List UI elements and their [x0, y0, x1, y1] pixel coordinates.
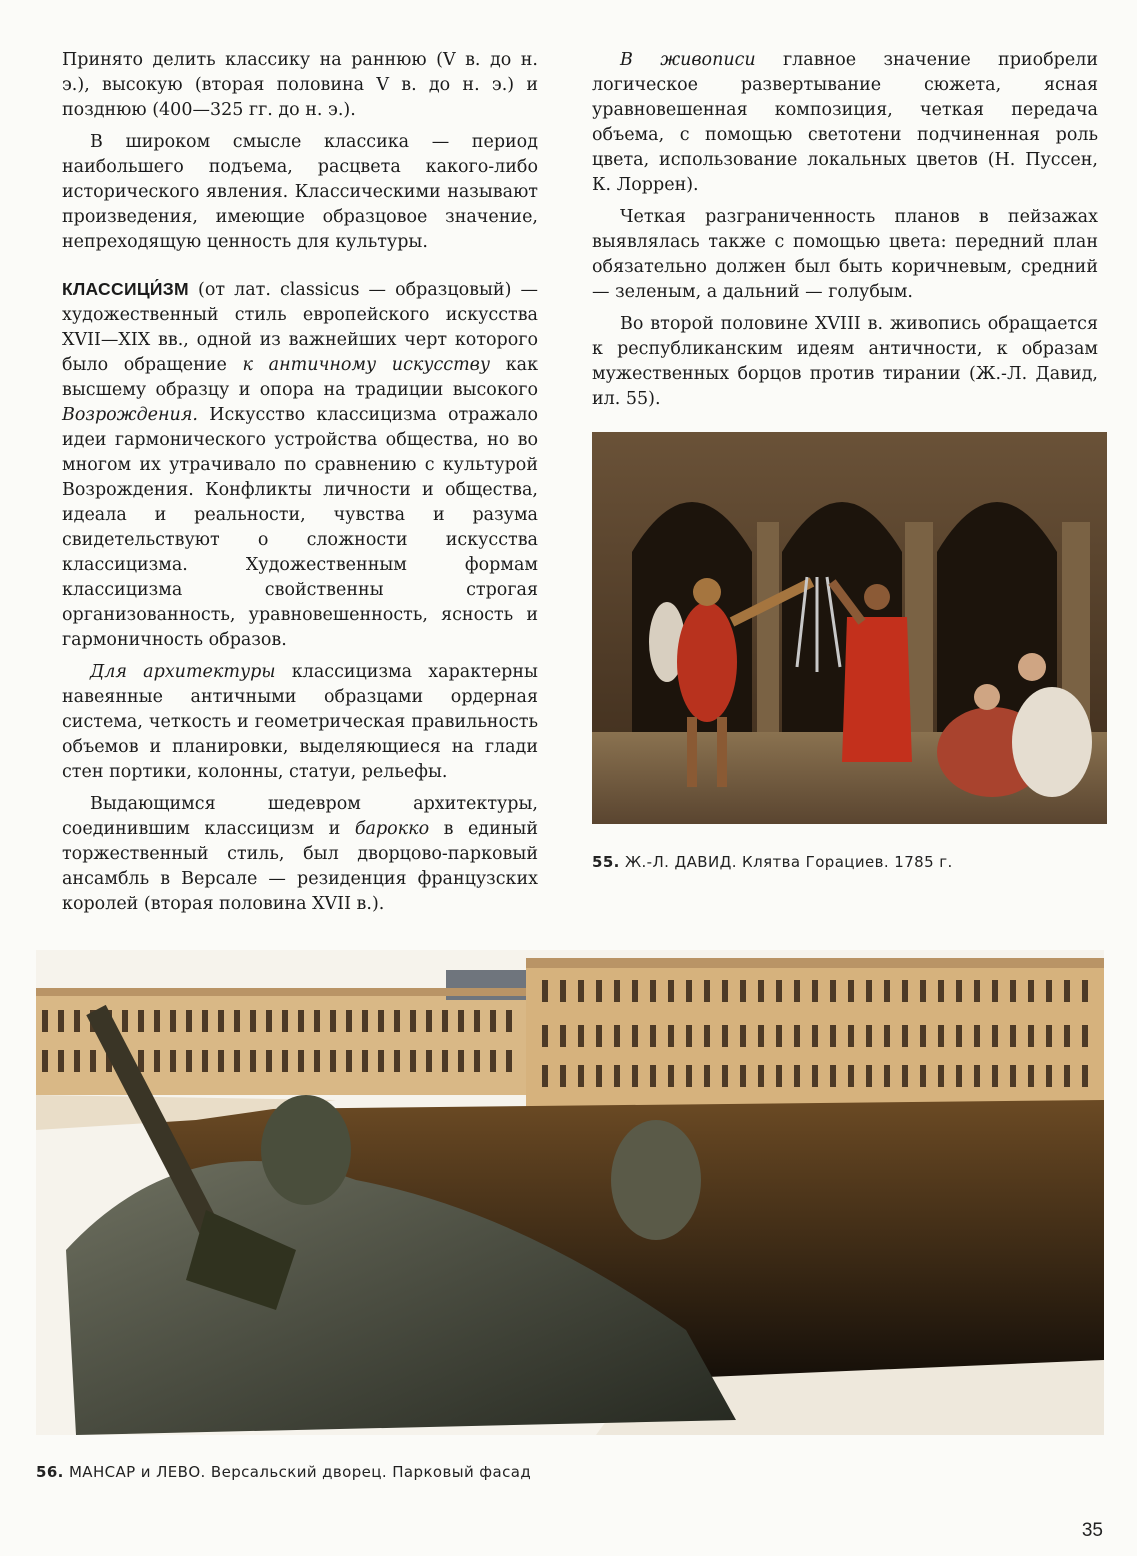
window — [866, 1025, 872, 1047]
paragraph-classics-periods: Принято делить классику на раннюю (V в. до н. э.), высокую (вторая половина V в. до н. э.) и позднюю (400—325 гг. до н. э.). — [62, 50, 538, 120]
window — [740, 980, 746, 1002]
window — [560, 1065, 566, 1087]
window — [866, 1065, 872, 1087]
window — [560, 1025, 566, 1047]
window — [938, 1065, 944, 1087]
text-run: главное значение приобрели логическое развертывание сюжета, ясная уравновешенная композиция, четкая передача объема, с помощью светотени подчиненная роль цвета, использование локальных цветов (Н. Пуссен, К. Лоррен). — [592, 50, 1098, 195]
window — [1028, 980, 1034, 1002]
window — [314, 1010, 320, 1032]
window — [186, 1050, 192, 1072]
window — [138, 1010, 144, 1032]
window — [426, 1050, 432, 1072]
figure-number: 56. — [36, 1463, 64, 1481]
window — [632, 1025, 638, 1047]
window — [542, 980, 548, 1002]
window — [362, 1010, 368, 1032]
window — [758, 1065, 764, 1087]
window — [848, 1065, 854, 1087]
window — [330, 1050, 336, 1072]
window — [1064, 1025, 1070, 1047]
window — [974, 1025, 980, 1047]
window — [1028, 1065, 1034, 1087]
window — [346, 1010, 352, 1032]
window — [992, 980, 998, 1002]
window — [426, 1010, 432, 1032]
window — [866, 980, 872, 1002]
window — [650, 1025, 656, 1047]
text-run: как высшему образцу и опора на традиции высокого — [62, 355, 539, 400]
window — [830, 980, 836, 1002]
paragraph-painting — [592, 48, 1098, 198]
figure-number: 55. — [592, 853, 620, 871]
window — [1082, 980, 1088, 1002]
window — [794, 1025, 800, 1047]
window — [992, 1065, 998, 1087]
window — [1082, 1065, 1088, 1087]
window — [154, 1010, 160, 1032]
window — [506, 1050, 512, 1072]
paragraph-classics-broad: В широком смысле классика — период наибольшего подъема, расцвета какого-либо исторического явления. Классическими называют произведения, имеющие образцовое значение, непреходящую ценность для культуры. — [62, 132, 538, 252]
text-run: в единый торжественный стиль, был дворцово-парковый ансамбль в Версале — резиденция французских королей (вторая половина XVII в.). — [62, 819, 539, 914]
right-column — [592, 48, 1098, 419]
window — [506, 1010, 512, 1032]
window — [758, 980, 764, 1002]
window — [848, 980, 854, 1002]
window — [992, 1025, 998, 1047]
window — [668, 1065, 674, 1087]
window — [90, 1050, 96, 1072]
text-run: классицизма характерны навеянные античными образцами ордерная система, четкость и геометрическая правильность объемов и планировки, выделяющиеся на глади стен портики, колонны, статуи, рельефы. — [62, 662, 538, 782]
window — [442, 1010, 448, 1032]
window — [902, 1025, 908, 1047]
window — [74, 1010, 80, 1032]
window — [956, 980, 962, 1002]
left-column — [62, 48, 538, 924]
window — [956, 1065, 962, 1087]
window — [668, 980, 674, 1002]
text-run: (от лат. classicus — образцовый) — художественный стиль европейского искусства XVII—XIX вв., одной из важнейших черт которого было обращение — [62, 280, 538, 375]
window — [490, 1010, 496, 1032]
window — [794, 1065, 800, 1087]
caption-text: МАНСАР и ЛЕВО. Версальский дворец. Парковый фасад — [63, 1463, 532, 1481]
painting-oath-of-horatii — [592, 432, 1107, 824]
window — [848, 1025, 854, 1047]
paragraph-versailles — [62, 792, 538, 917]
window — [346, 1050, 352, 1072]
window — [686, 1065, 692, 1087]
window — [266, 1050, 272, 1072]
window — [578, 980, 584, 1002]
window — [578, 1025, 584, 1047]
window — [830, 1025, 836, 1047]
window — [596, 980, 602, 1002]
window — [974, 980, 980, 1002]
window — [902, 980, 908, 1002]
window — [542, 1065, 548, 1087]
window — [614, 980, 620, 1002]
window — [938, 980, 944, 1002]
text-run: Выдающимся шедевром архитектуры, соединившим классицизм и — [62, 794, 538, 839]
window — [722, 1065, 728, 1087]
window — [362, 1050, 368, 1072]
window — [632, 980, 638, 1002]
window — [1046, 1025, 1052, 1047]
italic-run: В живописи — [620, 50, 756, 70]
window — [234, 1050, 240, 1072]
window — [250, 1010, 256, 1032]
window — [920, 1025, 926, 1047]
window — [442, 1050, 448, 1072]
window — [722, 1025, 728, 1047]
window — [314, 1050, 320, 1072]
window — [298, 1010, 304, 1032]
window — [202, 1050, 208, 1072]
window — [330, 1010, 336, 1032]
window — [282, 1050, 288, 1072]
window — [560, 980, 566, 1002]
window — [74, 1050, 80, 1072]
window — [138, 1050, 144, 1072]
window — [632, 1065, 638, 1087]
text-run: Искусство классицизма отражало идеи гармонического устройства общества, но во многом их утрачивало по сравнению с культурой Возрождения. Конфликты личности и общества, идеала и реальности, чувства и разума свидетельствуют о сложности искусства классицизма. Художественным формам классицизма свойственны строгая организованность, уравновешенность, ясность и гармоничность образов. — [62, 405, 538, 650]
window — [812, 1065, 818, 1087]
window — [490, 1050, 496, 1072]
window — [704, 1025, 710, 1047]
paragraph-classicism-definition — [62, 277, 538, 653]
window — [740, 1065, 746, 1087]
window — [596, 1025, 602, 1047]
window — [794, 980, 800, 1002]
window — [686, 1025, 692, 1047]
window — [410, 1010, 416, 1032]
window — [378, 1050, 384, 1072]
window — [58, 1010, 64, 1032]
window — [282, 1010, 288, 1032]
window — [1064, 980, 1070, 1002]
window — [614, 1065, 620, 1087]
window — [884, 1025, 890, 1047]
window — [1010, 980, 1016, 1002]
term-classicism: КЛАССИЦИ́ЗМ — [62, 279, 189, 299]
window — [1064, 1065, 1070, 1087]
window — [202, 1010, 208, 1032]
window — [234, 1010, 240, 1032]
window — [704, 980, 710, 1002]
window — [122, 1010, 128, 1032]
window — [1046, 1065, 1052, 1087]
caption-figure-55 — [592, 853, 953, 871]
window — [884, 980, 890, 1002]
window — [650, 1065, 656, 1087]
window — [170, 1010, 176, 1032]
window — [474, 1050, 480, 1072]
window — [218, 1050, 224, 1072]
paragraph-xviii-century: Во второй половине XVIII в. живопись обращается к республиканским идеям античности, к образам мужественных борцов против тирании (Ж.-Л. Давид, ил. 55). — [592, 314, 1098, 409]
page-number: 35 — [1081, 1520, 1103, 1541]
window — [812, 1025, 818, 1047]
window — [542, 1025, 548, 1047]
window — [474, 1010, 480, 1032]
window — [218, 1010, 224, 1032]
window — [458, 1050, 464, 1072]
window — [186, 1010, 192, 1032]
window — [266, 1010, 272, 1032]
window — [42, 1010, 48, 1032]
window — [394, 1050, 400, 1072]
italic-run: барокко — [354, 819, 430, 839]
window — [170, 1050, 176, 1072]
window — [1010, 1025, 1016, 1047]
window — [776, 1065, 782, 1087]
window — [154, 1050, 160, 1072]
window — [58, 1050, 64, 1072]
photo-versailles-park-facade — [36, 950, 1104, 1435]
window — [740, 1025, 746, 1047]
window — [458, 1010, 464, 1032]
window — [668, 1025, 674, 1047]
window — [410, 1050, 416, 1072]
window — [884, 1065, 890, 1087]
window — [686, 980, 692, 1002]
window — [1028, 1025, 1034, 1047]
italic-run: Для архитектуры — [90, 662, 276, 682]
window — [650, 980, 656, 1002]
window — [578, 1065, 584, 1087]
window — [812, 980, 818, 1002]
window — [704, 1065, 710, 1087]
italic-run: к античному искусству — [242, 355, 491, 375]
italic-run: Возрождения. — [62, 405, 198, 425]
window — [1010, 1065, 1016, 1087]
window — [920, 980, 926, 1002]
caption-text: Ж.-Л. ДАВИД. Клятва Горациев. 1785 г. — [619, 853, 953, 871]
window — [938, 1025, 944, 1047]
window — [956, 1025, 962, 1047]
window — [758, 1025, 764, 1047]
window — [614, 1025, 620, 1047]
window — [394, 1010, 400, 1032]
window — [920, 1065, 926, 1087]
window — [250, 1050, 256, 1072]
paragraph-landscape-plans: Четкая разграниченность планов в пейзажах выявлялась также с помощью цвета: передний план обязательно должен был быть коричневым, средний — зеленым, а дальний — голубым. — [592, 207, 1098, 302]
window — [1082, 1025, 1088, 1047]
window — [776, 1025, 782, 1047]
window — [298, 1050, 304, 1072]
window — [378, 1010, 384, 1032]
window — [42, 1050, 48, 1072]
paragraph-architecture — [62, 660, 538, 785]
window — [776, 980, 782, 1002]
window — [830, 1065, 836, 1087]
window — [1046, 980, 1052, 1002]
window — [596, 1065, 602, 1087]
window — [722, 980, 728, 1002]
window — [902, 1065, 908, 1087]
window — [974, 1065, 980, 1087]
caption-figure-56 — [36, 1463, 531, 1481]
